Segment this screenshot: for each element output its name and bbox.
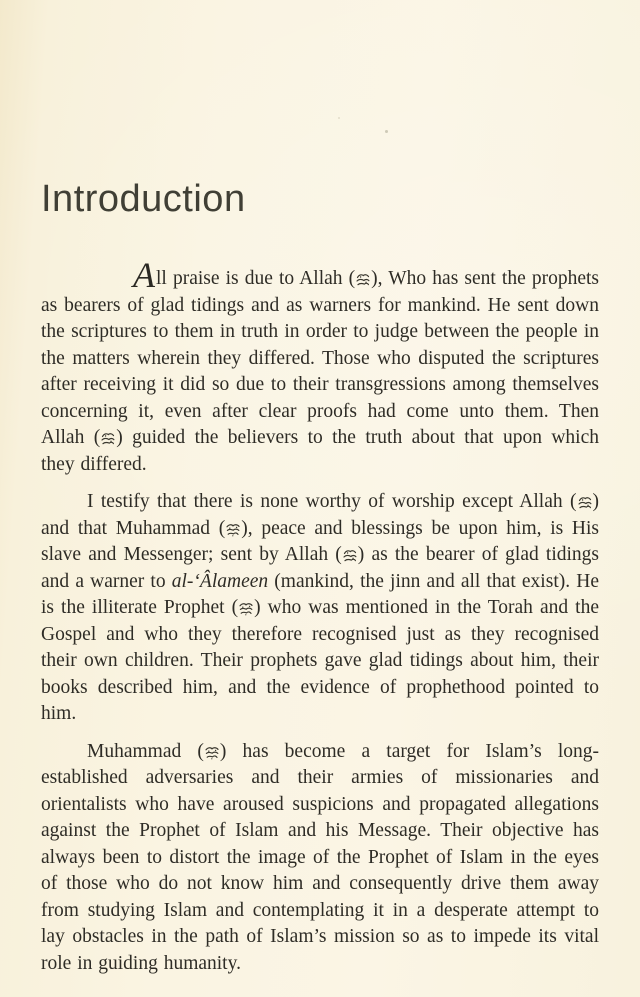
scan-speck bbox=[385, 130, 388, 133]
allah-honorific-icon bbox=[342, 548, 358, 563]
page-title: Introduction bbox=[41, 178, 246, 220]
prophet-honorific-icon bbox=[204, 745, 220, 760]
paragraphs bbox=[41, 255, 599, 988]
allah-honorific-icon bbox=[577, 495, 593, 510]
scan-speck bbox=[338, 117, 340, 119]
prophet-honorific-icon bbox=[238, 601, 254, 616]
paragraph: Muhammad ( ) has become a target for Islam’s long-established adversaries and their armies of missionaries and orientalists who have aroused suspicions and propagated allegations against the Prophet of Islam and his Message. Their objective has always been to distort the image of the Prophet of Islam in the eyes of those who do not know him and consequently drive them away from studying Islam and contemplating it in a desperate attempt to lay obstacles in the path of Islam’s mission so as to impede its vital role in guiding humanity. bbox=[41, 740, 599, 974]
prophet-honorific-icon bbox=[225, 522, 241, 537]
italic-term: al-‘Âlameen bbox=[171, 570, 269, 592]
paragraph: All praise is due to Allah ( ), Who has sent the prophets as bearers of glad tidings and as warners for mankind. He sent down the scriptures to them in truth in order to judge between the people in the matters wherein they differed. Those who disputed the scriptures after receiving it did so due to their transgressions among themselves concerning it, even after clear proofs had come unto them. Then Allah ( ) guided the believers to the truth about that upon which they differed. bbox=[41, 255, 599, 475]
paragraph: I testify that there is none worthy of worship except Allah ( ) and that Muhammad ( ), peace and blessings be upon him, is His slave and Messenger; sent by Allah ( ) as the bearer of glad tidings and a warner to al-‘Âlameen (mankind, the jinn and all that exist). He is the illiterate Prophet ( ) who was mentioned in the Torah and the Gospel and who they therefore recognised just as they recognised their own children. Their prophets gave glad tidings about him, their books described him, and the evidence of prophethood pointed to him. bbox=[41, 491, 599, 724]
allah-honorific-icon bbox=[100, 431, 116, 446]
allah-honorific-icon bbox=[355, 272, 371, 287]
